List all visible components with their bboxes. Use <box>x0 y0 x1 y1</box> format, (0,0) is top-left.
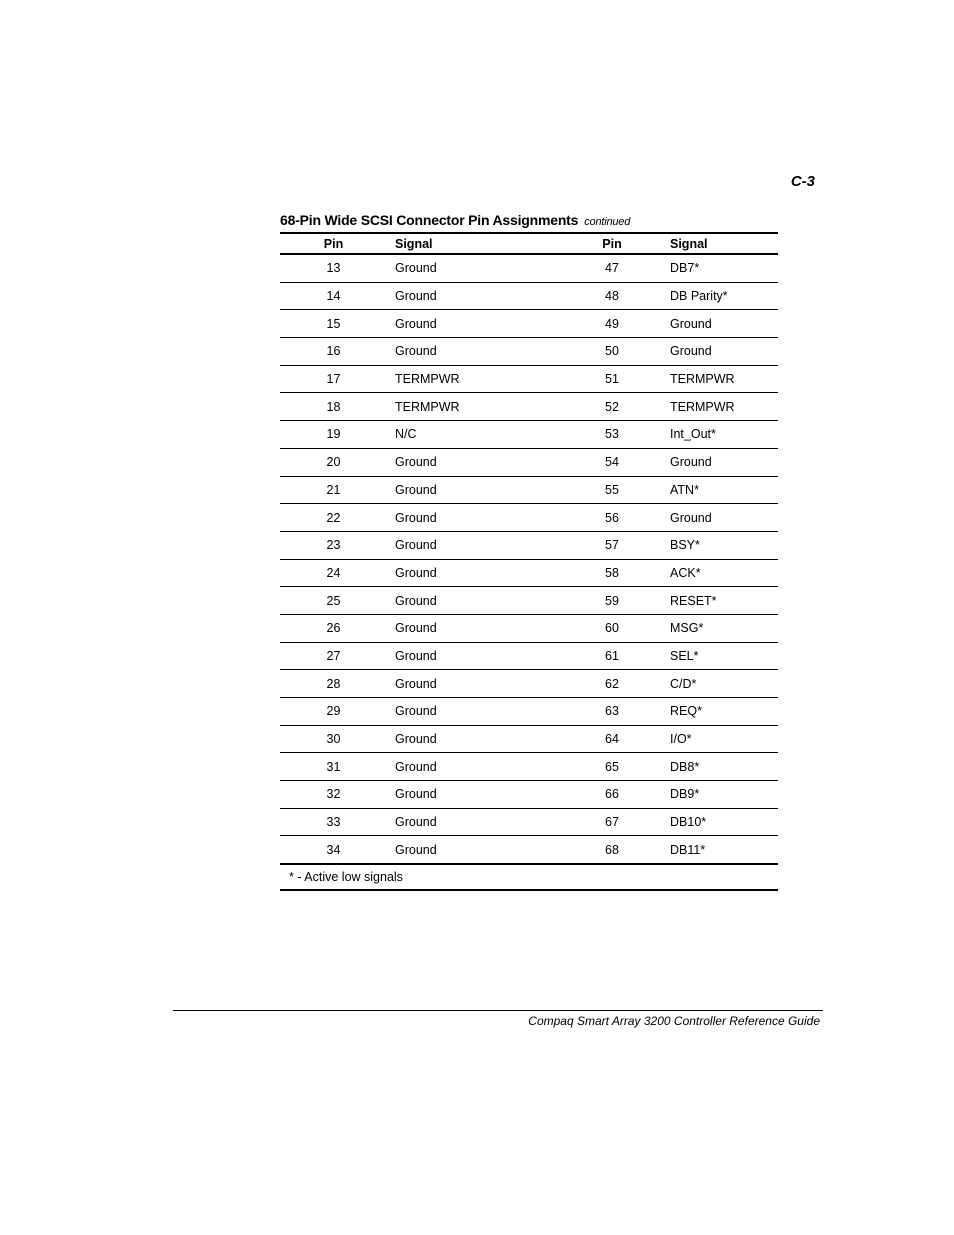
signal-cell: Ground <box>662 504 778 532</box>
pin-cell: 53 <box>562 421 662 449</box>
signal-cell: Ground <box>387 642 562 670</box>
pin-cell: 28 <box>280 670 387 698</box>
table-row <box>280 725 778 753</box>
signal-cell: REQ* <box>662 698 778 726</box>
signal-cell: MSG* <box>662 614 778 642</box>
table-row <box>280 254 778 282</box>
signal-cell: DB11* <box>662 836 778 864</box>
signal-cell: Ground <box>387 559 562 587</box>
signal-cell: Ground <box>387 310 562 338</box>
signal-cell: Ground <box>387 781 562 809</box>
pin-cell: 57 <box>562 531 662 559</box>
page-number: C-3 <box>790 173 815 190</box>
signal-cell: Ground <box>387 282 562 310</box>
signal-cell: TERMPWR <box>662 393 778 421</box>
table-title-continued: continued <box>584 216 631 228</box>
column-header-pin: Pin <box>280 233 387 254</box>
table-row <box>280 476 778 504</box>
pin-cell: 13 <box>280 254 387 282</box>
pin-cell: 15 <box>280 310 387 338</box>
pin-cell: 49 <box>562 310 662 338</box>
pin-cell: 62 <box>562 670 662 698</box>
signal-cell: Int_Out* <box>662 421 778 449</box>
signal-cell: Ground <box>387 448 562 476</box>
pin-cell: 52 <box>562 393 662 421</box>
table-footnote <box>280 864 778 891</box>
signal-cell: SEL* <box>662 642 778 670</box>
table-title <box>280 212 630 228</box>
table-row <box>280 504 778 532</box>
pin-cell: 61 <box>562 642 662 670</box>
table-row <box>280 338 778 366</box>
pin-cell: 30 <box>280 725 387 753</box>
signal-cell: Ground <box>387 338 562 366</box>
pin-cell: 20 <box>280 448 387 476</box>
pin-cell: 27 <box>280 642 387 670</box>
pin-cell: 23 <box>280 531 387 559</box>
pin-cell: 14 <box>280 282 387 310</box>
table-header-row <box>280 233 778 254</box>
table-row <box>280 614 778 642</box>
column-header-signal: Signal <box>387 233 562 254</box>
table-title-text: 68-Pin Wide SCSI Connector Pin Assignments <box>280 212 579 228</box>
pin-cell: 31 <box>280 753 387 781</box>
pin-cell: 56 <box>562 504 662 532</box>
pin-cell: 19 <box>280 421 387 449</box>
signal-cell: ATN* <box>662 476 778 504</box>
table-row <box>280 670 778 698</box>
pin-cell: 68 <box>562 836 662 864</box>
signal-cell: Ground <box>662 338 778 366</box>
signal-cell: BSY* <box>662 531 778 559</box>
table-row <box>280 448 778 476</box>
table-row <box>280 836 778 864</box>
footer-divider <box>173 1010 823 1011</box>
pin-cell: 16 <box>280 338 387 366</box>
signal-cell: Ground <box>387 254 562 282</box>
signal-cell: Ground <box>387 614 562 642</box>
signal-cell: Ground <box>387 698 562 726</box>
pin-cell: 65 <box>562 753 662 781</box>
table-row <box>280 587 778 615</box>
pin-cell: 21 <box>280 476 387 504</box>
table-row <box>280 531 778 559</box>
footer-guide-title: Compaq Smart Array 3200 Controller Reference Guide <box>528 1014 820 1028</box>
pin-cell: 34 <box>280 836 387 864</box>
table-row <box>280 393 778 421</box>
pin-cell: 17 <box>280 365 387 393</box>
pin-cell: 60 <box>562 614 662 642</box>
column-header-signal: Signal <box>662 233 778 254</box>
signal-cell: DB10* <box>662 808 778 836</box>
pin-cell: 64 <box>562 725 662 753</box>
table-row <box>280 753 778 781</box>
table-row <box>280 642 778 670</box>
table-row <box>280 808 778 836</box>
pin-cell: 22 <box>280 504 387 532</box>
table-row <box>280 698 778 726</box>
pin-cell: 32 <box>280 781 387 809</box>
table-body <box>280 254 778 864</box>
column-header-pin: Pin <box>562 233 662 254</box>
pin-cell: 18 <box>280 393 387 421</box>
signal-cell: TERMPWR <box>387 365 562 393</box>
footnote-text: * - Active low signals <box>289 870 403 884</box>
pin-cell: 55 <box>562 476 662 504</box>
signal-cell: TERMPWR <box>662 365 778 393</box>
pin-cell: 50 <box>562 338 662 366</box>
pin-cell: 59 <box>562 587 662 615</box>
table-row <box>280 282 778 310</box>
pin-cell: 48 <box>562 282 662 310</box>
signal-cell: Ground <box>387 836 562 864</box>
signal-cell: I/O* <box>662 725 778 753</box>
pin-cell: 29 <box>280 698 387 726</box>
pin-cell: 26 <box>280 614 387 642</box>
signal-cell: Ground <box>387 670 562 698</box>
table-row <box>280 365 778 393</box>
signal-cell: Ground <box>387 725 562 753</box>
signal-cell: N/C <box>387 421 562 449</box>
signal-cell: Ground <box>387 753 562 781</box>
signal-cell: Ground <box>662 310 778 338</box>
signal-cell: Ground <box>387 808 562 836</box>
signal-cell: Ground <box>387 504 562 532</box>
signal-cell: DB8* <box>662 753 778 781</box>
pin-cell: 24 <box>280 559 387 587</box>
pin-cell: 54 <box>562 448 662 476</box>
table-row <box>280 781 778 809</box>
signal-cell: DB9* <box>662 781 778 809</box>
signal-cell: DB7* <box>662 254 778 282</box>
pin-assignment-table <box>280 232 778 865</box>
signal-cell: ACK* <box>662 559 778 587</box>
pin-cell: 58 <box>562 559 662 587</box>
table-row <box>280 421 778 449</box>
pin-cell: 67 <box>562 808 662 836</box>
pin-cell: 51 <box>562 365 662 393</box>
signal-cell: C/D* <box>662 670 778 698</box>
pin-cell: 63 <box>562 698 662 726</box>
signal-cell: RESET* <box>662 587 778 615</box>
signal-cell: Ground <box>387 476 562 504</box>
signal-cell: Ground <box>387 531 562 559</box>
pin-cell: 25 <box>280 587 387 615</box>
table-row <box>280 559 778 587</box>
signal-cell: Ground <box>387 587 562 615</box>
signal-cell: Ground <box>662 448 778 476</box>
signal-cell: DB Parity* <box>662 282 778 310</box>
pin-cell: 66 <box>562 781 662 809</box>
pin-cell: 33 <box>280 808 387 836</box>
signal-cell: TERMPWR <box>387 393 562 421</box>
pin-cell: 47 <box>562 254 662 282</box>
table-row <box>280 310 778 338</box>
